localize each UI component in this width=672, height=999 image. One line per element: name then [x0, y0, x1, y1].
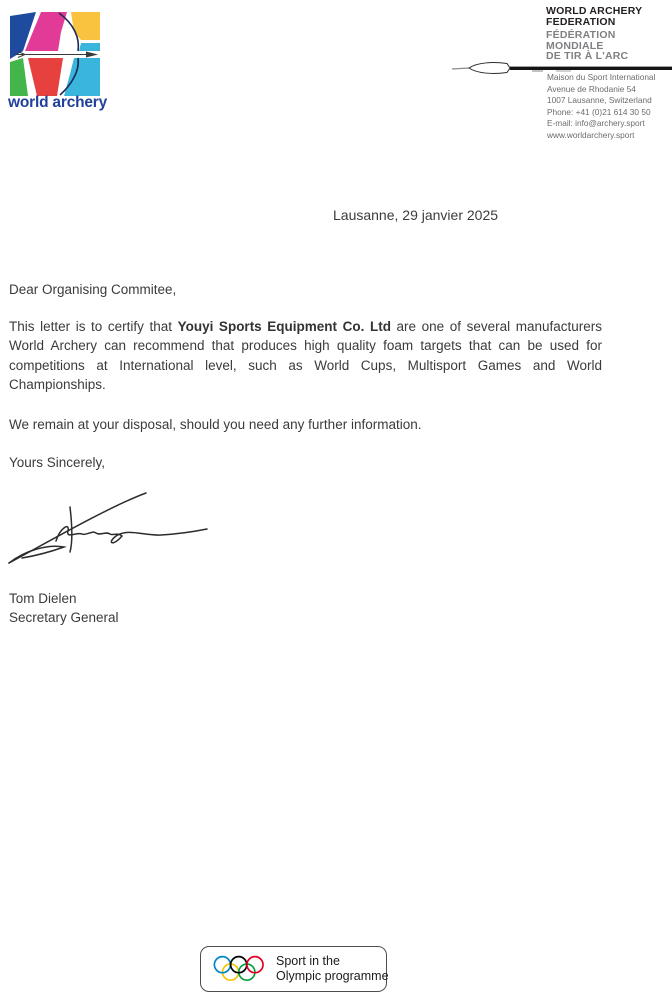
arrow-shaft-mark	[532, 70, 543, 71]
world-archery-logo-icon	[10, 10, 100, 96]
badge-text-line: Sport in the	[276, 954, 340, 968]
address-line: Avenue de Rhodanie 54	[547, 83, 636, 94]
address-line-phone: Phone: +41 (0)21 614 30 50	[547, 106, 651, 117]
address-line-email: E-mail: info@archery.sport	[547, 118, 645, 128]
paragraph-text: are one of several manufacturers World Archery can recommend that produces high quality foam targets that can be used for competitions at International level, such as World Cups, Multisport Games and World Championships.	[9, 319, 602, 392]
logo-arrow-head	[86, 52, 98, 58]
signer-name: Tom Dielen	[9, 591, 77, 606]
logo-red-segment	[28, 58, 63, 96]
org-name-en-line: FEDERATION	[546, 15, 616, 28]
company-name: Youyi Sports Equipment Co. Ltd	[177, 319, 391, 334]
disposal-line: We remain at your disposal, should you need any further information.	[9, 417, 422, 432]
org-name-fr-line: DE TIR À L'ARC	[546, 50, 629, 62]
salutation: Dear Organising Commitee,	[9, 282, 177, 297]
address-block	[547, 72, 655, 141]
org-name-en	[546, 6, 642, 27]
olympic-rings-icon	[213, 955, 265, 983]
arrow-fletching	[469, 63, 510, 74]
paragraph-text: This letter is to certify that	[9, 319, 178, 334]
signature-icon	[6, 486, 211, 568]
arrow-nock-line	[452, 68, 469, 69]
logo-cyan-sliver-segment	[79, 43, 100, 51]
badge-text	[276, 954, 389, 984]
logo-green-segment	[10, 58, 28, 96]
signer-title: Secretary General	[9, 610, 119, 625]
badge-text-line: Olympic programme	[276, 969, 389, 983]
address-line: Maison du Sport International	[547, 72, 656, 82]
valediction: Yours Sincerely,	[9, 455, 106, 470]
org-name-fr-line: FÉDÉRATION	[546, 29, 616, 41]
org-name-fr	[546, 30, 628, 62]
signature-stroke	[9, 546, 64, 563]
logo-wordmark: world archery	[8, 94, 108, 111]
logo-cyan-segment	[64, 58, 100, 96]
arrow-shaft	[510, 67, 672, 70]
olympic-programme-badge	[200, 946, 387, 992]
org-name-en-line: WORLD ARCHERY	[546, 5, 643, 17]
body-paragraph	[9, 317, 602, 394]
signature-stroke	[56, 527, 207, 543]
dateline: Lausanne, 29 janvier 2025	[333, 207, 499, 223]
logo-yellow-segment	[71, 12, 100, 40]
org-name-fr-line: MONDIALE	[546, 39, 604, 52]
signature-stroke	[9, 493, 146, 563]
address-line-website: www.worldarchery.sport	[547, 129, 635, 140]
address-line: 1007 Lausanne, Switzerland	[547, 95, 652, 105]
